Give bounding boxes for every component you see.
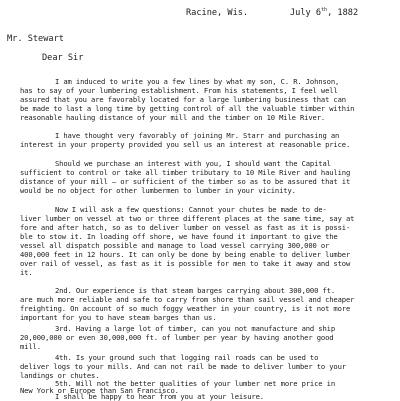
- paragraph-3-line: distance of your mill – or sufficient of the timber so as to be assured that it: [20, 177, 351, 186]
- paragraph-5-line: freighting. On account of so much foggy weather in your country, is it not more: [20, 304, 351, 313]
- paragraph-7-line: deliver logs to your mills. And can not rail be made to deliver lumber to your: [20, 362, 346, 371]
- letter-date-month-day: July 6: [290, 8, 322, 18]
- paragraph-5-line: are much more reliable and safe to carry from shore than sail vessel and cheaper: [20, 295, 355, 304]
- paragraph-8-line: New York or Europe than San Francisco.: [20, 386, 179, 395]
- paragraph-6-line: mill.: [20, 342, 41, 351]
- paragraph-9-line: I shall be happy to hear from you at your leisure.: [55, 392, 264, 401]
- paragraph-4-line: ble to stow it. In loading off shore, we have found it important to give the: [20, 232, 338, 241]
- paragraph-3-line: sufficient to control or take all timber tributary to 10 Mile River and hauling: [20, 168, 351, 177]
- paragraph-5-line: 2nd. Our experience is that steam barges carrying about 300,000 ft.: [55, 286, 335, 295]
- letter-place: Racine, Wis.: [186, 8, 249, 18]
- paragraph-4-line: over rail of vessel, as fast as it is possible for men to take it away and stow: [20, 259, 351, 268]
- paragraph-1-line: be made to last a long time by getting control of all the valuable timber within: [20, 104, 355, 113]
- paragraph-5-line: important for you to have steam barges than us.: [20, 313, 217, 322]
- paragraph-8-line: 5th. Will not the better qualities of your lumber net more price in: [55, 379, 335, 388]
- paragraph-4-line: 400,000 feet in 12 hours. It can only be done by being enable to deliver lumber: [20, 250, 351, 259]
- paragraph-3-line: would be no object for other lumbermen to lumber in your vicinity.: [20, 186, 296, 195]
- paragraph-2-line: I have thought very favorably of joining Mr. Starr and purchasing an: [55, 131, 340, 140]
- paragraph-1-line: reasonable hauling distance of your mill and the timber on 10 Mile River.: [20, 113, 326, 122]
- paragraph-3-line: Should we purchase an interest with you, I should want the Capital: [55, 159, 331, 168]
- paragraph-4-line: Now I will ask a few questions: Cannot your chutes be made to de-: [55, 205, 327, 214]
- paragraph-4-line: fore and after hatch, so as to deliver lumber on vessel as fast as it is possi-: [20, 223, 351, 232]
- paragraph-4-line: liver lumber on vessel at two or three different places at the same time, say at: [20, 214, 355, 223]
- paragraph-7-line: 4th. Is your ground such that logging rail roads can be used to: [55, 353, 319, 362]
- paragraph-1-line: assured that you are favorably located for a large lumbering business that can: [20, 95, 346, 104]
- letter-date-suffix: th: [321, 7, 328, 14]
- letter-date-year: , 1882: [327, 8, 359, 18]
- letter-recipient: Mr. Stewart: [7, 34, 64, 44]
- paragraph-6-line: 20,000,000 or even 30,000,000 ft. of lumber per year by having another good: [20, 333, 334, 342]
- paragraph-4-line: vessel all dispatch possible and manage to load vessel carrying 300,000 or: [20, 241, 330, 250]
- letter-date: [290, 8, 358, 18]
- paragraph-7-line: landings or chutes.: [20, 371, 100, 380]
- letter-salutation: Dear Sir: [42, 53, 84, 63]
- paragraph-1-line: I am induced to write you a few lines by what my son, C. R. Johnson,: [55, 77, 340, 86]
- paragraph-4-line: it.: [20, 268, 33, 277]
- paragraph-2-line: interest in your property provided you sell us an interest at reasonable price.: [20, 140, 351, 149]
- paragraph-6-line: 3rd. Having a large lot of timber, can you not manufacture and ship: [55, 324, 335, 333]
- paragraph-1-line: has to say of your lumbering establishment. From his statements, I feel well: [20, 86, 338, 95]
